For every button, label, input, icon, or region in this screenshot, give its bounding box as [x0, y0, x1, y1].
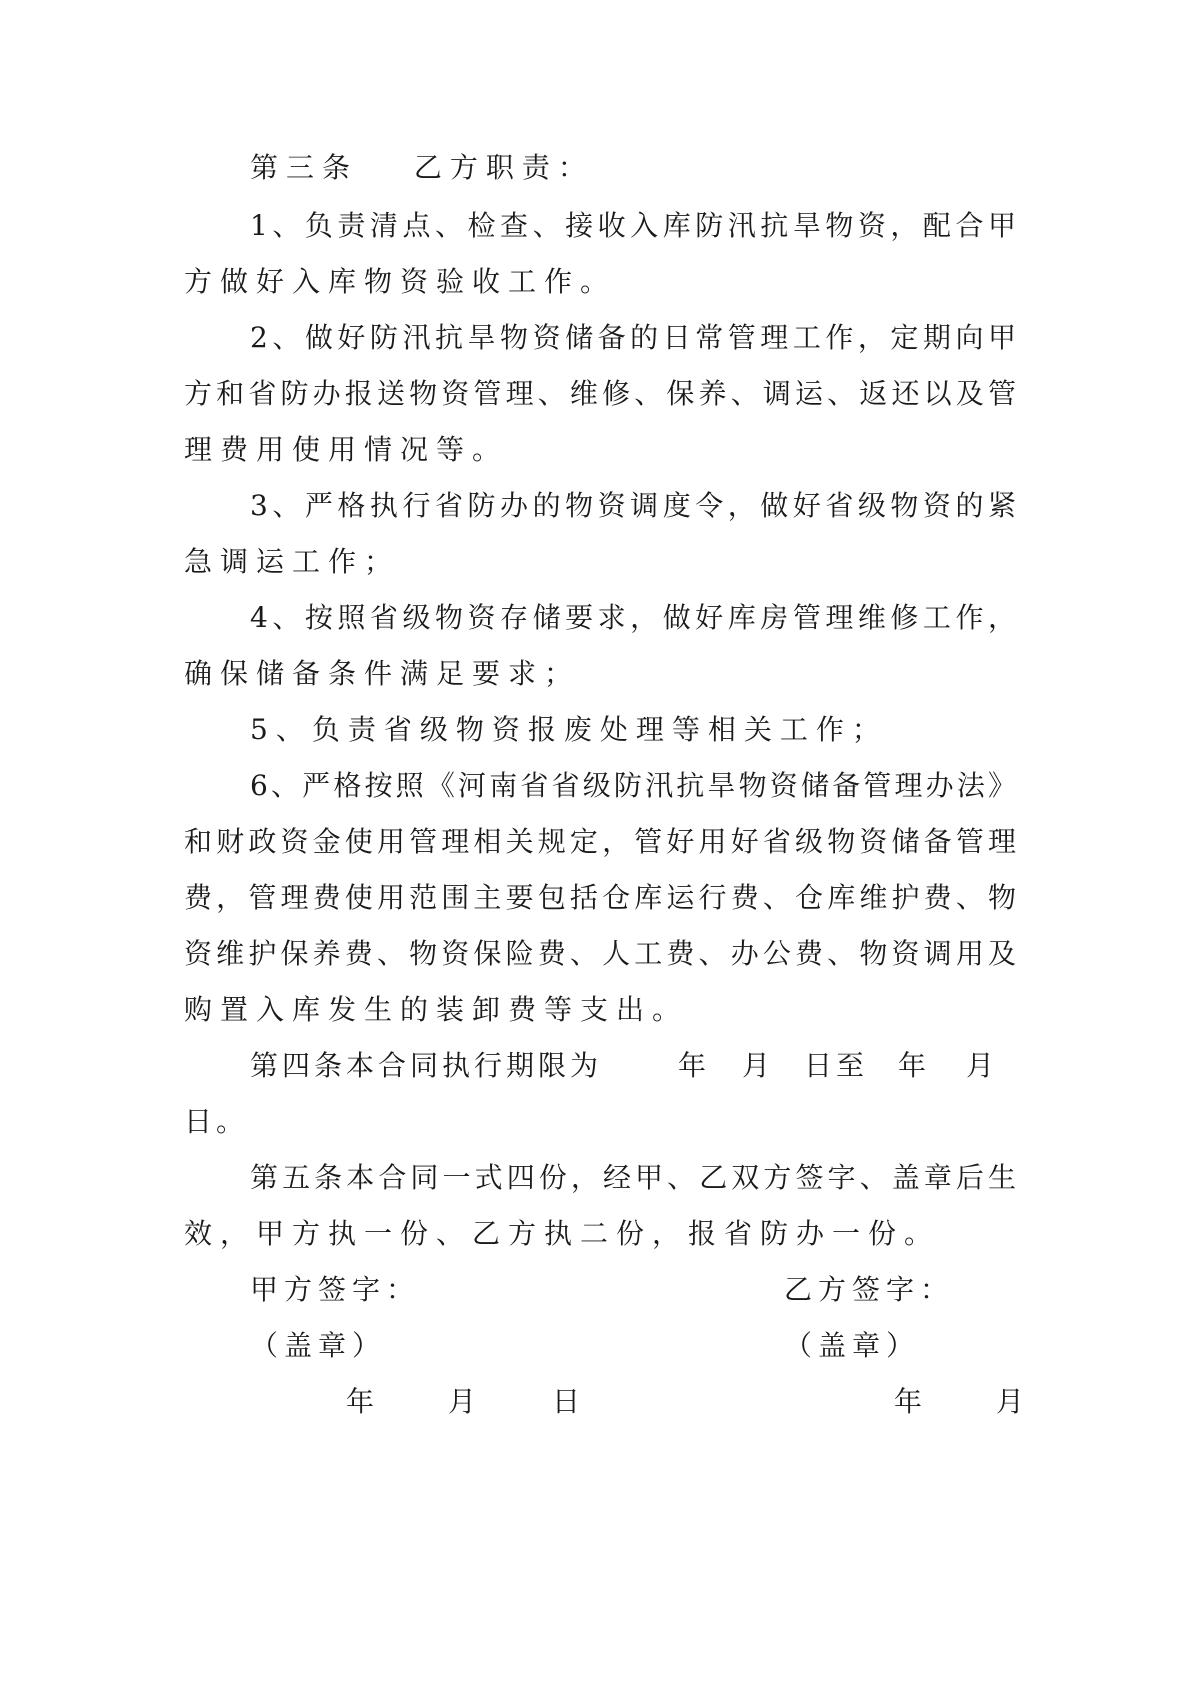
party-a-month: 月: [448, 1385, 477, 1418]
article4-year2: 年: [898, 1049, 927, 1082]
article3-heading: [250, 150, 594, 186]
item5-line1: 5、负责省级物资报废处理等相关工作；: [250, 713, 888, 746]
item1-line1: 1、负责清点、检查、接收入库防汛抗旱物资，配合甲: [250, 209, 1016, 242]
item2-line2: 方和省防办报送物资管理、维修、保养、调运、返还以及管: [184, 377, 1016, 410]
party-a-seal-label: （盖章）: [250, 1329, 387, 1362]
item4-line1: 4、按照省级物资存储要求，做好库房管理维修工作，: [250, 601, 1016, 634]
item6-line2: 和财政资金使用管理相关规定，管好用好省级物资储备管理: [184, 825, 1016, 858]
party-b-seal-label: （盖章）: [784, 1329, 921, 1362]
party-a-year: 年: [346, 1385, 375, 1418]
article5-line1: 第五条本合同一式四份，经甲、乙双方签字、盖章后生: [250, 1161, 1016, 1194]
item3-line2: 急调运工作；: [184, 545, 401, 578]
article4-month1: 月: [742, 1049, 771, 1082]
item6-line3: 费，管理费使用范围主要包括仓库运行费、仓库维护费、物: [184, 881, 1016, 914]
article5-line2: 效，甲方执一份、乙方执二份，报省防办一份。: [184, 1217, 941, 1250]
party-a-day: 日: [552, 1385, 581, 1418]
party-a-sign-label: 甲方签字：: [250, 1273, 421, 1306]
article4-day-end: 日。: [184, 1105, 249, 1138]
item6-line5: 购置入库发生的装卸费等支出。: [184, 993, 689, 1026]
article4-year1: 年: [678, 1049, 707, 1082]
article4-month2: 月: [966, 1049, 995, 1082]
item2-line3: 理费用使用情况等。: [184, 433, 509, 466]
item6-line4: 资维护保养费、物资保险费、人工费、办公费、物资调用及: [184, 937, 1016, 970]
item2-line1: 2、做好防汛抗旱物资储备的日常管理工作，定期向甲: [250, 321, 1016, 354]
item1-line2: 方做好入库物资验收工作。: [184, 265, 617, 298]
item4-line2: 确保储备条件满足要求；: [184, 657, 581, 690]
article3-heading-text: 乙方职责：: [413, 151, 594, 184]
article4-day-to: 日至: [804, 1049, 869, 1082]
item6-line1: 6、严格按照《河南省省级防汛抗旱物资储备管理办法》: [250, 769, 1016, 802]
party-b-year: 年: [894, 1385, 923, 1418]
item3-line1: 3、严格执行省防办的物资调度令，做好省级物资的紧: [250, 489, 1016, 522]
party-b-sign-label: 乙方签字：: [784, 1273, 955, 1306]
article3-heading-num: 第三条: [250, 151, 359, 184]
article4-text: 第四条本合同执行期限为: [250, 1049, 603, 1082]
party-b-month: 月: [996, 1385, 1025, 1418]
